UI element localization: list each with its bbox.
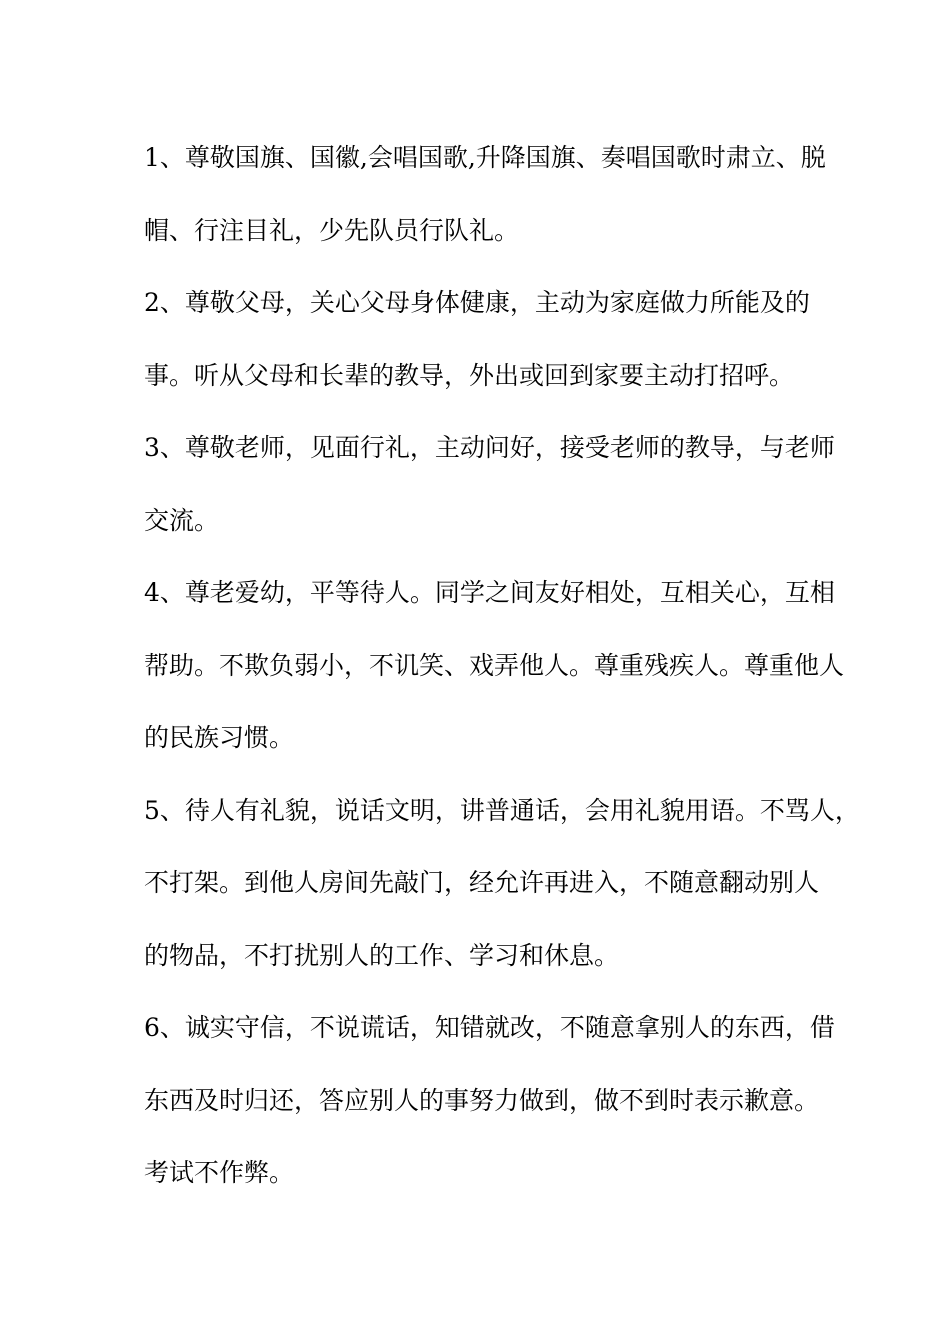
text-line-4: 事。听从父母和长辈的教导，外出或回到家要主动打招呼。 bbox=[144, 360, 795, 390]
text-line-15: 考试不作弊。 bbox=[144, 1158, 295, 1187]
text-line-12: 的物品，不打扰别人的工作、学习和休息。 bbox=[144, 940, 620, 970]
text-line-1: 1、尊敬国旗、国徽,会唱国歌,升降国旗、奏唱国歌时肃立、脱 bbox=[144, 143, 826, 172]
text-line-11: 不打架。到他人房间先敲门，经允许再进入，不随意翻动别人 bbox=[144, 868, 820, 897]
text-line-2: 帽、行注目礼，少先队员行队礼。 bbox=[144, 215, 520, 245]
text-line-8: 帮助。不欺负弱小，不讥笑、戏弄他人。尊重残疾人。尊重他人 bbox=[144, 650, 845, 680]
text-line-6: 交流。 bbox=[144, 505, 220, 535]
text-line-13: 6、诚实守信，不说谎话，知错就改，不随意拿别人的东西，借 bbox=[144, 1013, 835, 1042]
text-line-3: 2、尊敬父母，关心父母身体健康，主动为家庭做力所能及的 bbox=[144, 288, 810, 317]
text-line-14: 东西及时归还，答应别人的事努力做到，做不到时表示歉意。 bbox=[144, 1085, 820, 1115]
document-body bbox=[144, 122, 860, 1210]
text-line-9: 的民族习惯。 bbox=[144, 723, 295, 752]
text-line-7: 4、尊老爱幼，平等待人。同学之间友好相处，互相关心，互相 bbox=[144, 578, 835, 607]
text-line-10: 5、待人有礼貌，说话文明，讲普通话，会用礼貌用语。不骂人， bbox=[144, 795, 860, 825]
text-line-5: 3、尊敬老师，见面行礼，主动问好，接受老师的教导，与老师 bbox=[144, 433, 835, 462]
